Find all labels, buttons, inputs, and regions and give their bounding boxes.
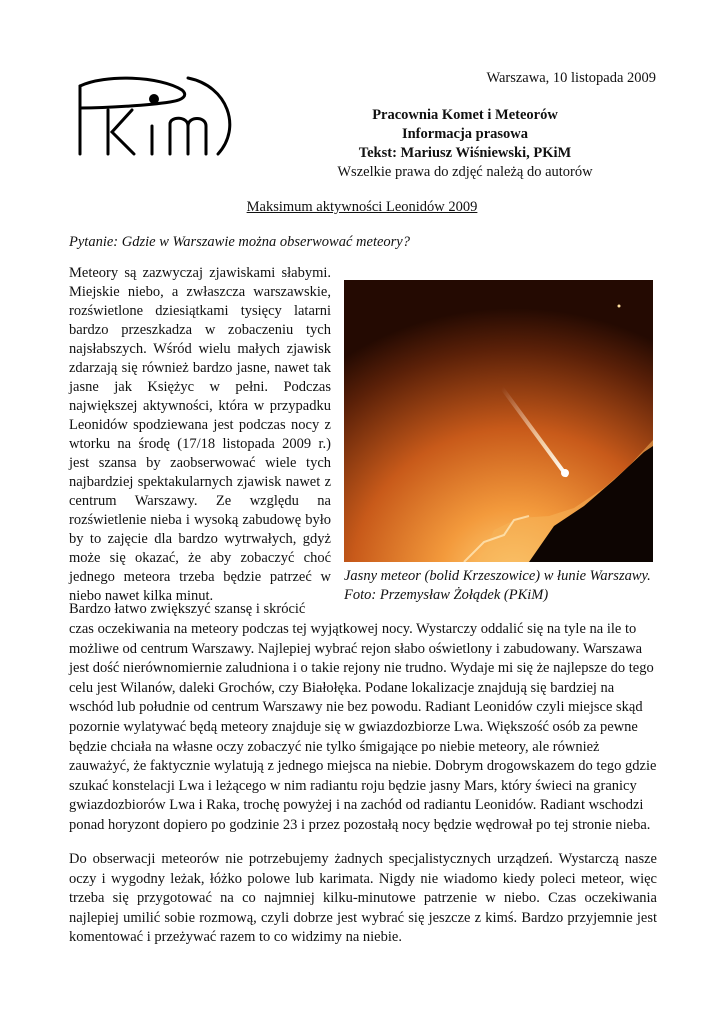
author-line: Tekst: Mariusz Wiśniewski, PKiM (358, 145, 572, 161)
pkim-logo (70, 68, 242, 158)
meteor-photo (344, 280, 653, 562)
meteor-head (561, 469, 569, 477)
article-question: Pytanie: Gdzie w Warszawie można obserwować meteory? (69, 234, 410, 250)
rights-line: Wszelkie prawa do zdjęć należą do autorów (337, 164, 593, 180)
observation-paragraph: czas oczekiwania na meteory podczas tej wyjątkowej nocy. Wystarczy oddalić się na tyle na ile to możliwe od centrum Warszawy. Najlepiej wybrać rejon słabo oświetlony i zabudowany. Warszawa jest dość nierównomiernie zaludniona i o takie rejony nie trudno. Wydaje mi się że najlepsze do tego celu jest Wilanów, daleki Grochów, czy Białołęka. Podane lokalizacje znajdują się bardziej na wschód lub południe od centrum Warszawy nie bez powodu. Radiant Leonidów czyli miejsce skąd pozornie wylatywać będą meteory znajduje się w gwiazdozbiorze Lwa. Większość osób za pewne będzie chciała na własne oczy zobaczyć nie tylko śmigające po niebie meteory, ale również zauważyć, że faktycznie wylatują z jednego miejsca na niebie. Dobrym drogowskazem do tego gdzie szukać konstelacji Lwa i leżącego w nim radiantu roju będzie jasny Mars, który świeci na granicy gwiazdozbiorów Lwa i Raka, trochę powyżej i na zachód od radiantu Leonidów. Radiant wschodzi ponad horyzont dopiero po godzinie 23 i przez pozostałą nocy będzie wędrował po tej stronie nieba. (69, 621, 657, 833)
paragraph-lead: Bardzo łatwo zwiększyć szansę i skrócić (69, 601, 306, 617)
photo-caption: Jasny meteor (bolid Krzeszowice) w łunie Warszawy. Foto: Przemysław Żołądek (PKiM) (344, 568, 651, 603)
star (618, 305, 621, 308)
article-title-row (0, 199, 724, 216)
doc-type: Informacja prasowa (401, 126, 529, 142)
press-header (300, 106, 630, 182)
article-title: Maksimum aktywności Leonidów 2009 (246, 199, 478, 215)
meteor-photo-image (344, 280, 653, 562)
pkim-logo-icon (70, 68, 242, 158)
press-date: Warszawa, 10 listopada 2009 (486, 70, 656, 86)
equipment-paragraph: Do obserwacji meteorów nie potrzebujemy żadnych specjalistycznych urządzeń. Wystarczą nasze oczy i wygodny leżak, łóżko polowe lub karimata. Nigdy nie wiadomo kiedy poleci meteor, więc trzeba się przygotować na co najmniej kilku-minutowe patrzenie w niebo. Czas oczekiwania najlepiej umilić sobie rozmową, czyli dobrze jest wybrać się jeszcze z kimś. Bardzo przyjemnie jest komentować i przeżywać razem to co widzimy na niebie. (69, 851, 657, 946)
intro-paragraph: Meteory są zazwyczaj zjawiskami słabymi. Miejskie niebo, a zwłaszcza warszawskie, rozświetlone dziesiątkami tysięcy latarni bardzo przeszkadza w zobaczeniu tych najsłabszych. Wśród wielu małych zjawisk zdarzają się również bardzo jasne, nawet tak jasne jak Księżyc w pełni. Podczas największej aktywności, która w przypadku Leonidów spodziewana jest podczas nocy z wtorku na środę (17/18 listopada 2009 r.) jest szansa by zaobserwować wiele tych najbardziej spektakularnych zjawisk nawet z centrum Warszawy. Ze względu na rozświetlenie nieba i wysoką zabudowę było by to zajęcie dla bardzo wytrwałych, gdyż może się okazać, że aby zobaczyć choć jednego meteora trzeba będzie patrzeć w niebo nawet kilka minut. (69, 265, 331, 604)
org-name: Pracownia Komet i Meteorów (372, 107, 558, 123)
